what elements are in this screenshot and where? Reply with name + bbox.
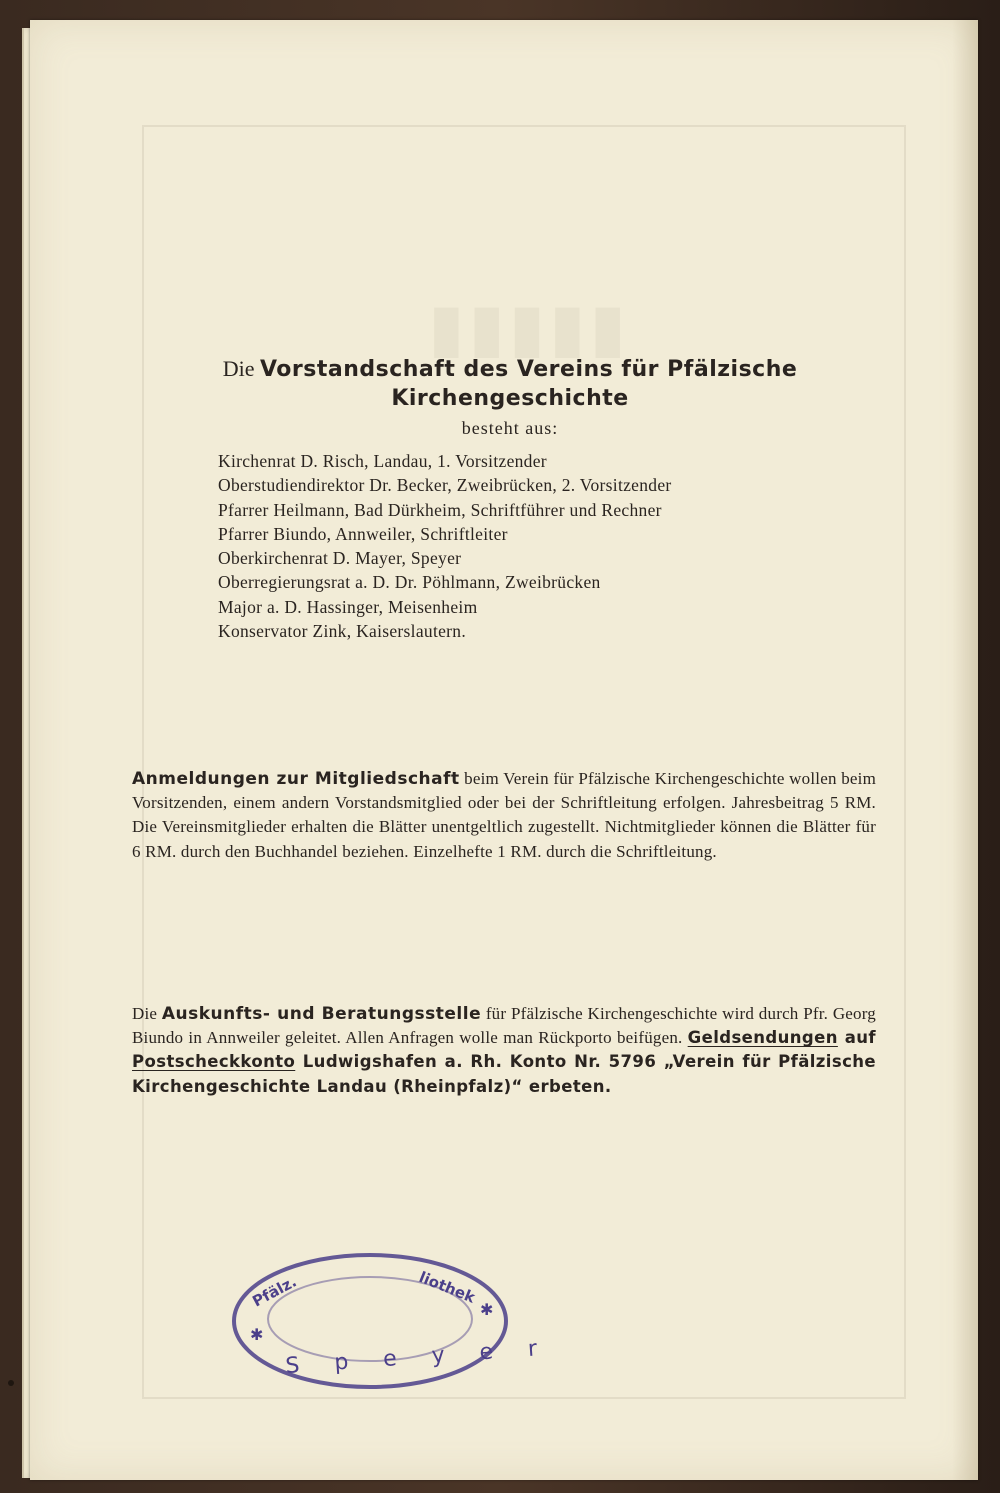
- library-stamp: [228, 1245, 552, 1395]
- show-through-title-mark: ▮▮▮▮▮: [424, 289, 626, 366]
- membership-text: beim Verein für Pfälzische Kirchengeschichte wollen beim Vorsitzenden, einem andern Vorstandsmitglied oder bei der Schriftleitung erfolgen. Jahresbeitrag 5 RM. Die Vereinsmitglieder erhalten die Blätter unentgeltlich zugestellt. Nichtmitglieder können die Blätter für 6 RM. durch den Buchhandel beziehen. Einzelhefte 1 RM. durch die Schriftleitung.: [132, 769, 876, 861]
- member-entry: Major a. D. Hassinger, Meisenheim: [218, 596, 478, 617]
- member-entry: Konservator Zink, Kaiserslautern.: [218, 621, 467, 642]
- section-subheading: besteht aus:: [461, 418, 559, 438]
- advice-office-paragraph: [132, 1002, 876, 1099]
- stamp-text-bottom: S p e y e r: [284, 1335, 552, 1379]
- stamp-text-top: Pfälz.: [249, 1272, 300, 1311]
- board-mark: [8, 1380, 14, 1386]
- stamp-text-right: liothek: [416, 1268, 478, 1307]
- membership-paragraph: [132, 767, 876, 864]
- advice-office-text: für Pfälzische Kirchengeschichte wird durch Pfr. Georg Biundo in Annweiler geleitet. Allen Anfragen wolle man Rückporto beifügen.: [132, 1004, 876, 1048]
- heading-association-name: Vorstandschaft des Vereins für Pfälzische Kirchengeschichte: [259, 357, 798, 411]
- member-list: [218, 449, 860, 643]
- member-entry: Oberstudiendirektor Dr. Becker, Zweibrücken, 2. Vorsitzender: [218, 475, 672, 496]
- advice-prefix: Die: [132, 1004, 162, 1023]
- membership-lead: Anmeldungen zur Mitgliedschaft: [132, 769, 460, 789]
- member-entry: Pfarrer Heilmann, Bad Dürkheim, Schriftführer und Rechner: [218, 499, 662, 520]
- payments-details: Ludwigshafen a. Rh. Konto Nr. 5796 „Verein für Pfälzische Kirchengeschichte Landau (Rheinpfalz)“ erbeten.: [132, 1052, 876, 1096]
- advice-office-lead: Auskunfts- und Beratungsstelle: [161, 1004, 482, 1024]
- member-entry: Kirchenrat D. Risch, Landau, 1. Vorsitzender: [218, 451, 547, 471]
- board-members-section: [160, 355, 860, 643]
- member-entry: Oberregierungsrat a. D. Dr. Pöhlmann, Zweibrücken: [218, 572, 601, 593]
- heading-prefix: Die: [222, 356, 255, 381]
- member-entry: Pfarrer Biundo, Annweiler, Schriftleiter: [218, 523, 508, 544]
- postal-account-label: Postscheckkonto: [132, 1052, 296, 1072]
- payments-label: Geldsendungen: [687, 1028, 838, 1048]
- stamp-star-left-icon: ✱: [250, 1325, 264, 1344]
- member-entry: Oberkirchenrat D. Mayer, Speyer: [218, 548, 462, 569]
- stamp-star-right-icon: ✱: [480, 1300, 494, 1319]
- page-fold-shadow: [952, 20, 978, 1480]
- payments-connector: auf: [837, 1028, 876, 1048]
- section-heading: [160, 355, 860, 413]
